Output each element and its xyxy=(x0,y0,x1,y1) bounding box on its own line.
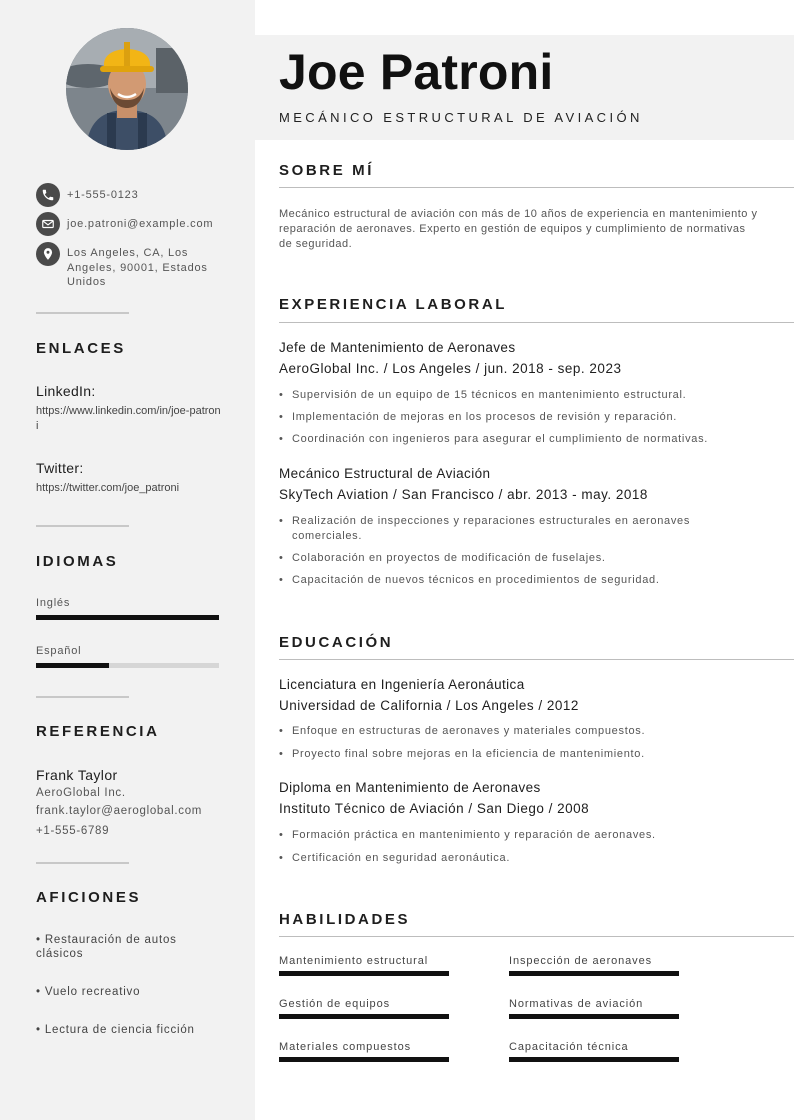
section-rule xyxy=(279,322,794,323)
job-bullet: • Supervisión de un equipo de 15 técnicos en mantenimiento estructural. xyxy=(279,388,759,403)
profile-photo xyxy=(66,28,188,150)
skill-name: Mantenimiento estructural xyxy=(279,955,429,967)
reference-phone: +1-555-6789 xyxy=(36,825,110,837)
contact-address xyxy=(36,242,217,290)
education-bullet: • Enfoque en estructuras de aeronaves y materiales compuestos. xyxy=(279,724,759,739)
job-bullet: • Implementación de mejoras en los procesos de revisión y reparación. xyxy=(279,410,759,425)
hobby-item: • Restauración de autos clásicos xyxy=(36,934,177,960)
job-company-line: SkyTech Aviation / San Francisco / abr. 2013 - may. 2018 xyxy=(279,487,648,502)
location-pin-icon xyxy=(36,242,60,266)
education-bullet: • Certificación en seguridad aeronáutica. xyxy=(279,851,759,866)
about-heading: SOBRE MÍ xyxy=(279,162,374,179)
skill-level-fill xyxy=(509,1057,679,1062)
reference-email: frank.taylor@aeroglobal.com xyxy=(36,805,203,817)
skill-item xyxy=(509,998,679,1019)
section-rule xyxy=(279,936,794,937)
institution-line: Universidad de California / Los Angeles / 2012 xyxy=(279,698,579,713)
sidebar-divider xyxy=(36,696,129,698)
job-bullet: • Colaboración en proyectos de modificación de fuselajes. xyxy=(279,551,759,566)
job-title: MECÁNICO ESTRUCTURAL DE AVIACIÓN xyxy=(279,110,643,125)
contact-phone xyxy=(36,183,217,207)
envelope-icon xyxy=(36,212,60,236)
language-level-fill xyxy=(36,615,219,620)
skill-level-fill xyxy=(279,1014,449,1019)
institution-line: Instituto Técnico de Aviación / San Diego / 2008 xyxy=(279,801,590,816)
skill-name: Inspección de aeronaves xyxy=(509,955,653,967)
sidebar-divider xyxy=(36,862,129,864)
skill-name: Capacitación técnica xyxy=(509,1041,629,1053)
address-text: Los Angeles, CA, Los Angeles, 90001, Estados Unidos xyxy=(67,247,208,288)
skill-item xyxy=(279,998,449,1019)
twitter-link[interactable]: https://twitter.com/joe_patroni xyxy=(36,482,180,494)
skill-item xyxy=(279,1041,449,1062)
skill-name: Gestión de equipos xyxy=(279,998,390,1010)
person-name: Joe Patroni xyxy=(279,44,554,100)
skill-level-fill xyxy=(509,1014,679,1019)
language-name: Inglés xyxy=(36,597,71,609)
sidebar-divider xyxy=(36,525,129,527)
languages-heading: IDIOMAS xyxy=(36,553,119,570)
hobbies-heading: AFICIONES xyxy=(36,889,142,906)
education-heading: EDUCACIÓN xyxy=(279,634,394,651)
language-level-fill xyxy=(36,663,109,668)
sidebar-divider xyxy=(36,312,129,314)
skill-level-fill xyxy=(279,1057,449,1062)
linkedin-link[interactable]: https://www.linkedin.com/in/joe-patroni xyxy=(36,405,221,432)
hobby-item: • Lectura de ciencia ficción xyxy=(36,1024,195,1036)
reference-name: Frank Taylor xyxy=(36,767,118,783)
skill-item xyxy=(279,955,449,976)
skill-level-bar xyxy=(509,1057,679,1062)
reference-company: AeroGlobal Inc. xyxy=(36,787,126,799)
skill-name: Materiales compuestos xyxy=(279,1041,412,1053)
section-rule xyxy=(279,659,794,660)
job-bullet: • Coordinación con ingenieros para asegurar el cumplimiento de normativas. xyxy=(279,432,759,447)
skill-level-bar xyxy=(509,971,679,976)
skill-item xyxy=(509,1041,679,1062)
reference-heading: REFERENCIA xyxy=(36,723,160,740)
linkedin-label: LinkedIn: xyxy=(36,383,96,399)
language-name: Español xyxy=(36,645,82,657)
language-level-bar xyxy=(36,663,219,668)
links-heading: ENLACES xyxy=(36,340,126,357)
phone-icon xyxy=(36,183,60,207)
job-title-entry: Mecánico Estructural de Aviación xyxy=(279,466,491,481)
skill-level-bar xyxy=(509,1014,679,1019)
section-rule xyxy=(279,187,794,188)
skills-heading: HABILIDADES xyxy=(279,911,411,928)
language-level-bar xyxy=(36,615,219,620)
skill-name: Normativas de aviación xyxy=(509,998,644,1010)
hobby-item: • Vuelo recreativo xyxy=(36,986,141,998)
skill-level-fill xyxy=(279,971,449,976)
job-bullet: • Realización de inspecciones y reparaciones estructurales en aeronaves comerciales. xyxy=(279,514,739,544)
job-bullet: • Capacitación de nuevos técnicos en procedimientos de seguridad. xyxy=(279,573,759,588)
job-title-entry: Jefe de Mantenimiento de Aeronaves xyxy=(279,340,516,355)
email-text: joe.patroni@example.com xyxy=(67,218,214,230)
degree-title: Diploma en Mantenimiento de Aeronaves xyxy=(279,780,541,795)
job-company-line: AeroGlobal Inc. / Los Angeles / jun. 2018 - sep. 2023 xyxy=(279,361,622,376)
education-bullet: • Proyecto final sobre mejoras en la eficiencia de mantenimiento. xyxy=(279,747,759,762)
skill-level-bar xyxy=(279,1057,449,1062)
skill-level-fill xyxy=(509,971,679,976)
education-bullet: • Formación práctica en mantenimiento y reparación de aeronaves. xyxy=(279,828,759,843)
experience-heading: EXPERIENCIA LABORAL xyxy=(279,296,508,313)
contact-email xyxy=(36,212,217,236)
skill-level-bar xyxy=(279,1014,449,1019)
skill-item xyxy=(509,955,679,976)
worker-portrait-image xyxy=(66,28,188,150)
skill-level-bar xyxy=(279,971,449,976)
twitter-label: Twitter: xyxy=(36,460,84,476)
phone-text: +1-555-0123 xyxy=(67,189,139,201)
about-text: Mecánico estructural de aviación con más de 10 años de experiencia en mantenimiento y reparación de aeronaves. Experto en gestión de equipos y cumplimiento de normativas de seguridad. xyxy=(279,208,758,250)
degree-title: Licenciatura en Ingeniería Aeronáutica xyxy=(279,677,525,692)
